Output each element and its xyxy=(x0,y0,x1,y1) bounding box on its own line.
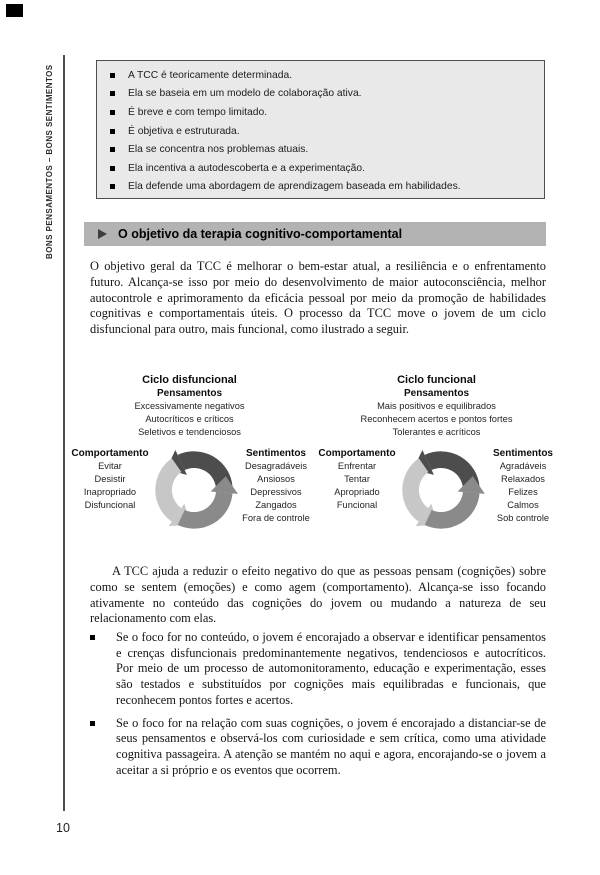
dysfunctional-cycle-diagram xyxy=(66,374,313,537)
feelings-column xyxy=(486,443,560,525)
list-item xyxy=(110,159,536,178)
list-item-text: Se o foco for no conteúdo, o jovem é encorajado a observar e identificar pensamentos e crenças disfuncionais predominantemente negativos, tendenciosos e autocríticos. Por meio de um processo de automonitoramento, educação e experimentação, esses são testados e substituídos por cognições mais equilibradas e funcionais, que reconhecem pontos fortes e acertos. xyxy=(116,630,546,707)
square-bullet-icon xyxy=(110,91,115,96)
section-title: O objetivo da terapia cognitivo-comportamental xyxy=(118,227,403,241)
cycle-diagrams xyxy=(66,374,560,537)
feelings-item: Relaxados xyxy=(501,474,545,485)
section-header xyxy=(84,222,546,246)
behavior-item: Tentar xyxy=(344,474,370,485)
square-bullet-icon xyxy=(90,721,95,726)
behavior-item: Disfuncional xyxy=(84,500,136,511)
thoughts-label: Pensamentos xyxy=(156,388,223,399)
list-item-text: Ela se concentra nos problemas atuais. xyxy=(128,144,309,156)
square-bullet-icon xyxy=(110,73,115,78)
focus-bullet-list xyxy=(88,630,546,785)
behavior-column xyxy=(313,443,401,512)
functional-cycle-diagram xyxy=(313,374,560,537)
list-item xyxy=(110,140,536,159)
behavior-item: Inapropriado xyxy=(83,487,137,498)
list-item-text: Ela defende uma abordagem de aprendizagem baseada em habilidades. xyxy=(128,181,461,193)
list-item-text: Ela incentiva a autodescoberta e a experimentação. xyxy=(128,162,365,174)
list-item xyxy=(110,85,536,104)
thoughts-item: Seletivos e tendenciosos xyxy=(138,426,241,437)
list-item xyxy=(88,716,546,779)
feelings-item: Zangados xyxy=(255,500,297,511)
thoughts-item: Tolerantes e acríticos xyxy=(392,426,481,437)
behavior-column xyxy=(66,443,154,512)
list-item-text: É breve e com tempo limitado. xyxy=(128,106,268,118)
behavior-item: Evitar xyxy=(98,461,122,472)
feelings-item: Desagradáveis xyxy=(244,461,307,472)
list-item-text: Se o foco for na relação com suas cognições, o jovem é encorajado a distanciar-se de seus pensamentos e observá-los com curiosidade e sem crítica, como uma atividade cognitiva passageira. A atenção se mantém no aqui e agora, encorajando-se o jovem a aceitar a si próprio e os eventos que ocorrem. xyxy=(116,715,546,777)
behavior-label: Comportamento xyxy=(318,448,396,460)
behavior-item: Desistir xyxy=(94,474,126,485)
square-bullet-icon xyxy=(110,110,115,115)
feelings-item: Fora de controle xyxy=(242,513,310,524)
thoughts-item: Reconhecem acertos e pontos fortes xyxy=(360,413,513,424)
triangle-marker-icon xyxy=(98,229,107,239)
square-bullet-icon xyxy=(110,147,115,152)
square-bullet-icon xyxy=(90,635,95,640)
feelings-item: Sob controle xyxy=(496,513,550,524)
list-item-text: É objetiva e estruturada. xyxy=(128,125,240,137)
thoughts-items xyxy=(313,400,560,438)
thoughts-item: Autocríticos e críticos xyxy=(145,413,234,424)
behavior-item: Enfrentar xyxy=(337,461,377,472)
page-number: 10 xyxy=(56,821,70,835)
margin-rule xyxy=(63,55,65,811)
feelings-label: Sentimentos xyxy=(245,448,306,460)
thoughts-items xyxy=(66,400,313,438)
behavior-label: Comportamento xyxy=(71,448,149,460)
paragraph-tcc-effect: A TCC ajuda a reduzir o efeito negativo do que as pessoas pensam (cognições) sobre como se sentem (emoções) e como agem (comportamento). Alcança-se isso focando ativamente no conteúdo das cognições do jovem ou mudando a natureza de seu relacionamento com elas. xyxy=(90,564,546,626)
square-bullet-icon xyxy=(110,129,115,134)
feelings-item: Calmos xyxy=(507,500,539,511)
feelings-label: Sentimentos xyxy=(492,448,553,460)
list-item-text: Ela se baseia em um modelo de colaboração ativa. xyxy=(128,88,362,100)
list-item xyxy=(110,178,536,197)
feelings-item: Felizes xyxy=(508,487,538,498)
list-item xyxy=(88,630,546,709)
list-item-text: A TCC é teoricamente determinada. xyxy=(128,69,293,81)
running-head-vertical: BONS PENSAMENTOS – BONS SENTIMENTOS xyxy=(45,64,54,260)
corner-tab-mark xyxy=(6,4,23,17)
feelings-item: Ansiosos xyxy=(257,474,295,485)
key-points-box xyxy=(96,60,545,199)
behavior-item: Apropriado xyxy=(334,487,380,498)
feelings-item: Depressivos xyxy=(250,487,302,498)
feelings-item: Agradáveis xyxy=(499,461,547,472)
thoughts-item: Mais positivos e equilibrados xyxy=(377,401,496,411)
list-item xyxy=(110,103,536,122)
square-bullet-icon xyxy=(110,166,115,171)
cycle-arrows-icon xyxy=(147,443,241,537)
cycle-arrows-icon xyxy=(394,443,488,537)
list-item xyxy=(110,122,536,141)
behavior-item: Funcional xyxy=(336,500,378,511)
diagram-title: Ciclo funcional xyxy=(397,374,476,386)
square-bullet-icon xyxy=(110,184,115,189)
paragraph-objective: O objetivo geral da TCC é melhorar o bem-estar atual, a resiliência e o enfrentamento futuro. Alcança-se isso por meio do desenvolvimento de maior autoconsciência, melhor autocontrole e aprimoramento da eficácia pessoal por meio da promoção de habilidades cognitivas e comportamentais úteis. O processo da TCC move o jovem de um ciclo disfuncional para outro, mais funcional, como ilustrado a seguir. xyxy=(90,259,546,337)
list-item xyxy=(110,66,536,85)
thoughts-item: Excessivamente negativos xyxy=(134,401,245,411)
thoughts-label: Pensamentos xyxy=(403,388,470,399)
diagram-title: Ciclo disfuncional xyxy=(142,374,237,386)
feelings-column xyxy=(239,443,313,525)
